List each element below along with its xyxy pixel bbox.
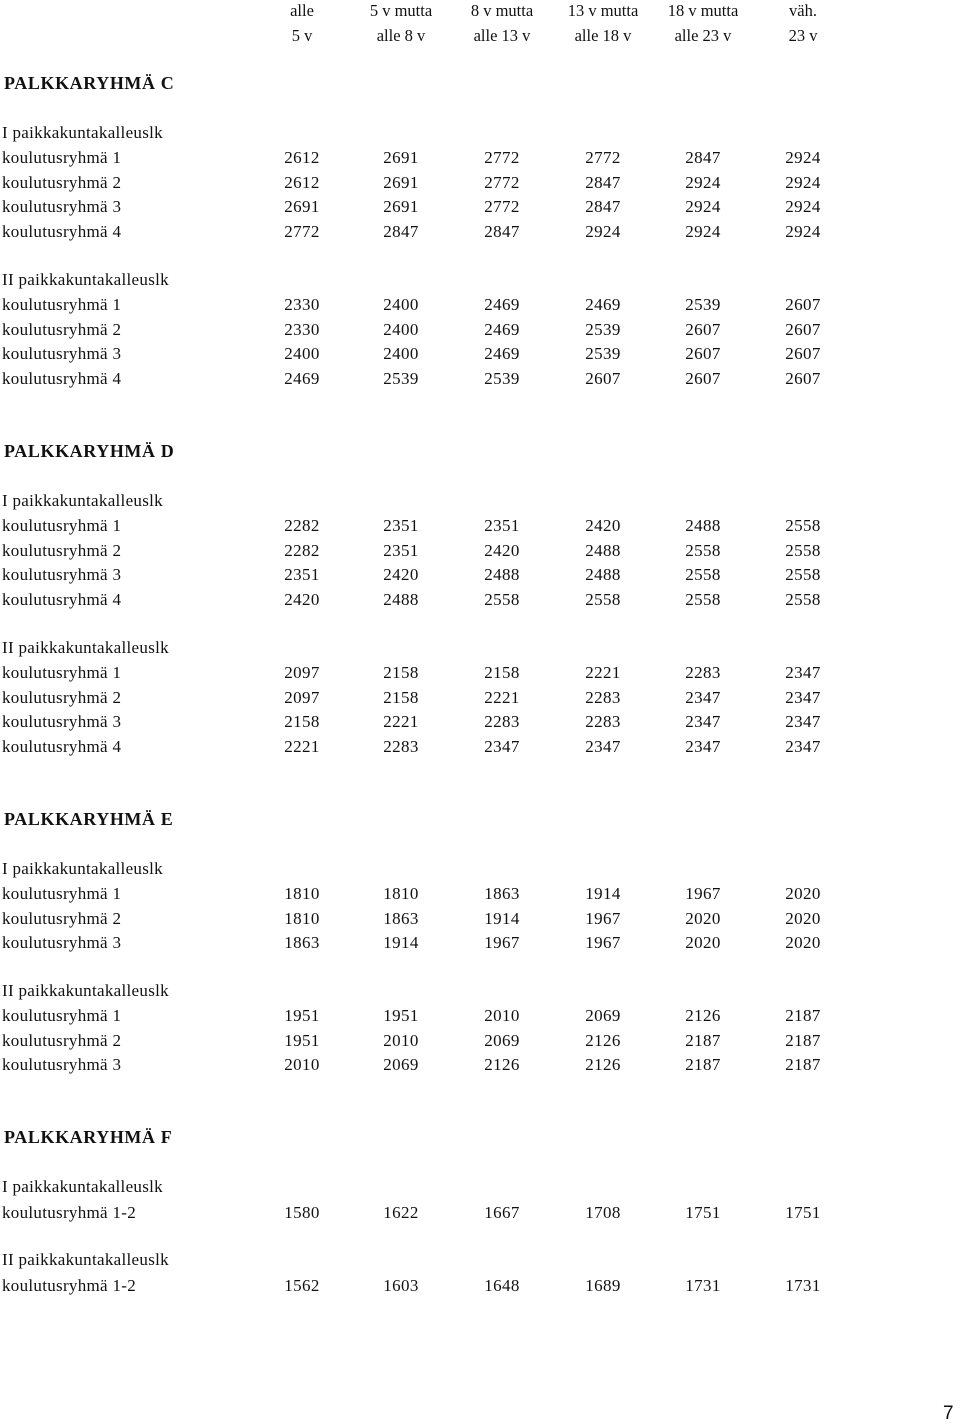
salary-cell: 2420 <box>383 565 419 584</box>
table-row <box>0 148 960 172</box>
salary-cell: 2691 <box>383 148 419 167</box>
table-row <box>0 933 960 957</box>
column-header-4-line2: alle 18 v <box>574 26 632 45</box>
column-header-4-line1: 13 v mutta <box>567 1 639 20</box>
salary-cell: 2158 <box>484 663 520 682</box>
row-label: koulutusryhmä 3 <box>2 933 122 952</box>
row-label: koulutusryhmä 2 <box>2 173 122 192</box>
salary-cell: 1731 <box>785 1276 821 1295</box>
salary-cell: 2558 <box>685 590 721 609</box>
table-row <box>0 173 960 197</box>
salary-cell: 2558 <box>585 590 621 609</box>
salary-cell: 2330 <box>284 295 320 314</box>
table-row <box>0 197 960 221</box>
salary-cell: 2469 <box>484 320 520 339</box>
table-row <box>0 1055 960 1079</box>
salary-cell: 2347 <box>585 737 621 756</box>
salary-cell: 1751 <box>685 1203 721 1222</box>
salary-cell: 2187 <box>785 1006 821 1025</box>
salary-cell: 2283 <box>685 663 721 682</box>
salary-cell: 1580 <box>284 1203 320 1222</box>
salary-cell: 2126 <box>685 1006 721 1025</box>
section-label: I paikkakuntakalleuslk <box>2 491 163 510</box>
salary-cell: 1751 <box>785 1203 821 1222</box>
column-header-5-line2: alle 23 v <box>674 26 732 45</box>
salary-cell: 2924 <box>685 197 721 216</box>
section-label: II paikkakuntakalleuslk <box>2 638 169 657</box>
table-row <box>0 663 960 687</box>
column-header-2-line1: 5 v mutta <box>369 1 433 20</box>
salary-cell: 2924 <box>685 173 721 192</box>
salary-cell: 2221 <box>484 688 520 707</box>
salary-cell: 2612 <box>284 148 320 167</box>
salary-cell: 2347 <box>785 737 821 756</box>
salary-cell: 1951 <box>383 1006 419 1025</box>
salary-cell: 2607 <box>785 344 821 363</box>
salary-cell: 1810 <box>383 884 419 903</box>
salary-cell: 1863 <box>484 884 520 903</box>
salary-cell: 1562 <box>284 1276 320 1295</box>
salary-cell: 2351 <box>284 565 320 584</box>
salary-cell: 2351 <box>484 516 520 535</box>
column-header-1-line1: alle <box>290 1 314 20</box>
row-label: koulutusryhmä 1 <box>2 295 122 314</box>
salary-cell: 2221 <box>284 737 320 756</box>
salary-cell: 1951 <box>284 1006 320 1025</box>
salary-cell: 2558 <box>484 590 520 609</box>
salary-cell: 2282 <box>284 541 320 560</box>
salary-cell: 2691 <box>383 197 419 216</box>
salary-cell: 2020 <box>785 909 821 928</box>
salary-cell: 2400 <box>284 344 320 363</box>
column-header-3-line1: 8 v mutta <box>470 1 534 20</box>
salary-cell: 1914 <box>585 884 621 903</box>
salary-cell: 2069 <box>585 1006 621 1025</box>
salary-cell: 2558 <box>785 590 821 609</box>
salary-cell: 2607 <box>685 369 721 388</box>
column-header-3-line2: alle 13 v <box>473 26 531 45</box>
table-row <box>0 1203 960 1227</box>
row-label: koulutusryhmä 1 <box>2 1006 122 1025</box>
group-title: PALKKARYHMÄ C <box>4 73 175 93</box>
group-title: PALKKARYHMÄ F <box>4 1127 173 1147</box>
salary-cell: 2469 <box>484 295 520 314</box>
table-row <box>0 344 960 368</box>
salary-cell: 2607 <box>685 320 721 339</box>
table-row <box>0 516 960 540</box>
salary-cell: 2126 <box>585 1055 621 1074</box>
row-label: koulutusryhmä 1 <box>2 148 122 167</box>
salary-cell: 1689 <box>585 1276 621 1295</box>
row-label: koulutusryhmä 1-2 <box>2 1203 137 1222</box>
salary-cell: 2420 <box>284 590 320 609</box>
salary-cell: 2347 <box>785 712 821 731</box>
table-row <box>0 369 960 393</box>
salary-cell: 2924 <box>785 173 821 192</box>
salary-cell: 2187 <box>785 1055 821 1074</box>
salary-cell: 2158 <box>383 688 419 707</box>
salary-cell: 1914 <box>383 933 419 952</box>
salary-cell: 2691 <box>383 173 419 192</box>
section-label: I paikkakuntakalleuslk <box>2 1177 163 1196</box>
salary-cell: 2347 <box>685 712 721 731</box>
salary-cell: 2772 <box>484 148 520 167</box>
section-label: II paikkakuntakalleuslk <box>2 1250 169 1269</box>
salary-cell: 2020 <box>685 909 721 928</box>
salary-cell: 2488 <box>585 541 621 560</box>
salary-cell: 2420 <box>585 516 621 535</box>
table-row <box>0 1276 960 1300</box>
salary-cell: 2607 <box>585 369 621 388</box>
group-title: PALKKARYHMÄ E <box>4 809 174 829</box>
salary-cell: 1810 <box>284 884 320 903</box>
salary-cell: 1648 <box>484 1276 520 1295</box>
salary-cell: 2187 <box>685 1031 721 1050</box>
salary-cell: 2772 <box>484 173 520 192</box>
salary-cell: 2488 <box>383 590 419 609</box>
salary-cell: 2612 <box>284 173 320 192</box>
column-header-2-line2: alle 8 v <box>376 26 426 45</box>
row-label: koulutusryhmä 2 <box>2 688 122 707</box>
row-label: koulutusryhmä 1-2 <box>2 1276 137 1295</box>
column-header-5-line1: 18 v mutta <box>667 1 739 20</box>
salary-cell: 2558 <box>785 565 821 584</box>
group-title: PALKKARYHMÄ D <box>4 441 175 461</box>
page-number: 7 <box>943 1403 954 1424</box>
row-label: koulutusryhmä 4 <box>2 369 122 388</box>
salary-cell: 2347 <box>785 663 821 682</box>
salary-cell: 2221 <box>585 663 621 682</box>
salary-cell: 2607 <box>785 295 821 314</box>
salary-cell: 1863 <box>284 933 320 952</box>
salary-cell: 2469 <box>284 369 320 388</box>
salary-cell: 2282 <box>284 516 320 535</box>
salary-cell: 2772 <box>585 148 621 167</box>
table-row <box>0 590 960 614</box>
salary-cell: 2924 <box>785 197 821 216</box>
salary-cell: 2539 <box>585 320 621 339</box>
salary-cell: 2924 <box>785 222 821 241</box>
salary-cell: 2607 <box>685 344 721 363</box>
salary-cell: 2772 <box>484 197 520 216</box>
salary-cell: 2558 <box>685 541 721 560</box>
salary-cell: 1967 <box>585 909 621 928</box>
row-label: koulutusryhmä 3 <box>2 565 122 584</box>
salary-cell: 2539 <box>585 344 621 363</box>
salary-cell: 2283 <box>484 712 520 731</box>
salary-cell: 2691 <box>284 197 320 216</box>
salary-cell: 2347 <box>685 737 721 756</box>
row-label: koulutusryhmä 4 <box>2 590 122 609</box>
row-label: koulutusryhmä 3 <box>2 712 122 731</box>
salary-cell: 2607 <box>785 369 821 388</box>
salary-cell: 2283 <box>383 737 419 756</box>
row-label: koulutusryhmä 2 <box>2 1031 122 1050</box>
table-row <box>0 295 960 319</box>
row-label: koulutusryhmä 3 <box>2 197 122 216</box>
salary-cell: 2069 <box>484 1031 520 1050</box>
salary-cell: 2283 <box>585 688 621 707</box>
salary-cell: 2400 <box>383 320 419 339</box>
column-header-6-line1: väh. <box>789 1 817 20</box>
salary-cell: 2488 <box>484 565 520 584</box>
salary-cell: 1708 <box>585 1203 621 1222</box>
salary-cell: 2097 <box>284 663 320 682</box>
salary-cell: 2847 <box>383 222 419 241</box>
salary-cell: 2097 <box>284 688 320 707</box>
salary-cell: 2020 <box>685 933 721 952</box>
salary-cell: 2488 <box>585 565 621 584</box>
section-label: II paikkakuntakalleuslk <box>2 270 169 289</box>
salary-cell: 2539 <box>685 295 721 314</box>
salary-cell: 1951 <box>284 1031 320 1050</box>
salary-cell: 2020 <box>785 884 821 903</box>
table-row <box>0 909 960 933</box>
salary-cell: 2488 <box>685 516 721 535</box>
salary-cell: 2558 <box>785 541 821 560</box>
salary-cell: 2558 <box>685 565 721 584</box>
table-row <box>0 565 960 589</box>
row-label: koulutusryhmä 4 <box>2 222 122 241</box>
salary-cell: 2187 <box>685 1055 721 1074</box>
salary-cell: 2126 <box>484 1055 520 1074</box>
row-label: koulutusryhmä 1 <box>2 884 122 903</box>
row-label: koulutusryhmä 2 <box>2 909 122 928</box>
table-row <box>0 1006 960 1030</box>
column-header-1-line2: 5 v <box>291 26 313 45</box>
salary-cell: 1622 <box>383 1203 419 1222</box>
row-label: koulutusryhmä 2 <box>2 541 122 560</box>
salary-cell: 2347 <box>785 688 821 707</box>
salary-cell: 2351 <box>383 541 419 560</box>
table-row <box>0 541 960 565</box>
salary-cell: 2924 <box>585 222 621 241</box>
row-label: koulutusryhmä 1 <box>2 663 122 682</box>
salary-cell: 2924 <box>685 222 721 241</box>
salary-cell: 2158 <box>383 663 419 682</box>
salary-cell: 2069 <box>383 1055 419 1074</box>
row-label: koulutusryhmä 4 <box>2 737 122 756</box>
salary-cell: 2539 <box>484 369 520 388</box>
salary-cell: 2010 <box>383 1031 419 1050</box>
salary-cell: 2020 <box>785 933 821 952</box>
row-label: koulutusryhmä 1 <box>2 516 122 535</box>
salary-cell: 1914 <box>484 909 520 928</box>
salary-cell: 2010 <box>284 1055 320 1074</box>
salary-cell: 2010 <box>484 1006 520 1025</box>
salary-cell: 1967 <box>484 933 520 952</box>
salary-cell: 2924 <box>785 148 821 167</box>
salary-cell: 2187 <box>785 1031 821 1050</box>
salary-cell: 2847 <box>585 197 621 216</box>
salary-cell: 2772 <box>284 222 320 241</box>
salary-cell: 1863 <box>383 909 419 928</box>
salary-cell: 2469 <box>585 295 621 314</box>
salary-cell: 2400 <box>383 344 419 363</box>
salary-cell: 2420 <box>484 541 520 560</box>
table-row <box>0 884 960 908</box>
section-label: II paikkakuntakalleuslk <box>2 981 169 1000</box>
salary-cell: 2400 <box>383 295 419 314</box>
salary-cell: 2558 <box>785 516 821 535</box>
table-row <box>0 1031 960 1055</box>
salary-cell: 2330 <box>284 320 320 339</box>
row-label: koulutusryhmä 3 <box>2 1055 122 1074</box>
salary-cell: 1731 <box>685 1276 721 1295</box>
salary-cell: 2351 <box>383 516 419 535</box>
salary-cell: 2283 <box>585 712 621 731</box>
salary-cell: 2158 <box>284 712 320 731</box>
table-row <box>0 688 960 712</box>
row-label: koulutusryhmä 2 <box>2 320 122 339</box>
salary-cell: 2847 <box>484 222 520 241</box>
salary-cell: 1667 <box>484 1203 520 1222</box>
salary-cell: 2469 <box>484 344 520 363</box>
column-header-6-line2: 23 v <box>788 26 818 45</box>
salary-cell: 2847 <box>685 148 721 167</box>
salary-cell: 2847 <box>585 173 621 192</box>
salary-cell: 1603 <box>383 1276 419 1295</box>
section-label: I paikkakuntakalleuslk <box>2 859 163 878</box>
salary-cell: 1810 <box>284 909 320 928</box>
table-row <box>0 737 960 761</box>
salary-cell: 1967 <box>685 884 721 903</box>
salary-cell: 2221 <box>383 712 419 731</box>
row-label: koulutusryhmä 3 <box>2 344 122 363</box>
salary-cell: 2607 <box>785 320 821 339</box>
salary-cell: 1967 <box>585 933 621 952</box>
table-row <box>0 320 960 344</box>
table-row <box>0 222 960 246</box>
salary-cell: 2539 <box>383 369 419 388</box>
table-row <box>0 712 960 736</box>
salary-cell: 2126 <box>585 1031 621 1050</box>
section-label: I paikkakuntakalleuslk <box>2 123 163 142</box>
salary-cell: 2347 <box>685 688 721 707</box>
salary-cell: 2347 <box>484 737 520 756</box>
